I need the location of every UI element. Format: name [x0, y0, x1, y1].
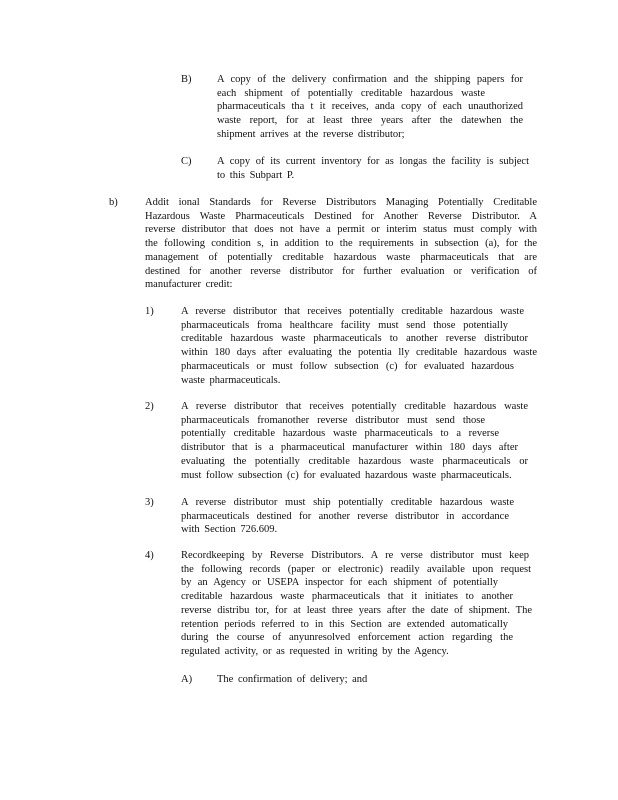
text-line: potentially creditable hazardous waste pharmaceuticals to a reverse	[181, 428, 499, 440]
item-text	[181, 400, 528, 482]
text-line: pharmaceuticals fromanother reverse distributor must send those	[181, 414, 485, 426]
text-line: retention periods referred to in this Section are extended automatically	[181, 618, 508, 630]
item-text	[145, 196, 537, 292]
item-marker: 1)	[145, 306, 154, 317]
item-marker: A)	[181, 674, 193, 685]
text-line: the following condition s, in addition to the requirements in subsection (a), for the	[145, 238, 537, 250]
text-line: Addit ional Standards for Reverse Distributors Managing Potentially Creditable	[145, 197, 537, 208]
item-text	[181, 496, 514, 537]
text-line: within 180 days after evaluating the potentia lly creditable hazardous waste	[181, 347, 537, 359]
text-line: evaluating the potentially creditable hazardous waste pharmaceuticals or	[181, 455, 528, 467]
text-line: reverse distribu tor, for at least three years after the date of shipment. The	[181, 604, 532, 616]
text-line: during the course of anyunresolved enforcement action regarding the	[181, 632, 513, 644]
text-line: A reverse distributor that receives potentially creditable hazardous waste	[181, 306, 524, 317]
text-line: A copy of the delivery confirmation and the shipping papers for	[217, 74, 523, 85]
text-line: pharmaceuticals or must follow subsection (c) for evaluated hazardous	[181, 360, 514, 372]
text-line: the following records (paper or electronic) readily available upon request	[181, 563, 531, 575]
item-text	[181, 305, 537, 387]
item-text	[181, 549, 532, 659]
text-line: waste report, for at least three years after the datewhen the	[217, 115, 523, 127]
text-line: to this Subpart P.	[217, 169, 295, 181]
item-text	[217, 155, 529, 182]
item-marker: 2)	[145, 401, 154, 412]
text-line: distributor that is a pharmaceutical manufacturer within 180 days after	[181, 442, 518, 454]
item-marker: B)	[181, 74, 192, 85]
text-line: The confirmation of delivery; and	[217, 674, 368, 685]
text-line: destined for another reverse distributor for further evaluation or verification of	[145, 265, 537, 277]
text-line: regulated activity, or as requested in writing by the Agency.	[181, 645, 449, 657]
text-line: with Section 726.609.	[181, 524, 278, 536]
text-line: pharmaceuticals froma healthcare facility must send those potentially	[181, 319, 508, 331]
text-line: each shipment of potentially creditable hazardous waste	[217, 87, 485, 99]
text-line: waste pharmaceuticals.	[181, 374, 281, 386]
text-line: creditable hazardous waste pharmaceuticals to another reverse distributor	[181, 333, 528, 345]
item-text	[217, 673, 417, 687]
item-marker: C)	[181, 156, 192, 167]
item-marker: b)	[109, 197, 118, 208]
text-line: Recordkeeping by Reverse Distributors. A re verse distributor must keep	[181, 550, 529, 561]
item-text	[217, 73, 523, 142]
text-line: A reverse distributor that receives potentially creditable hazardous waste	[181, 401, 528, 412]
text-line: creditable hazardous waste pharmaceuticals that it initiates to another	[181, 591, 513, 603]
text-line: by an Agency or USEPA inspector for each shipment of potentially	[181, 577, 498, 589]
text-line: A reverse distributor must ship potentially creditable hazardous waste	[181, 497, 514, 508]
text-line: A copy of its current inventory for as longas the facility is subject	[217, 156, 529, 167]
text-line: Hazardous Waste Pharmaceuticals Destined for Another Reverse Distributor. A	[145, 210, 537, 222]
text-line: reverse distributor that does not have a permit or interim status must comply with	[145, 224, 537, 236]
item-marker: 3)	[145, 497, 154, 508]
text-line: management of potentially creditable hazardous waste pharmaceuticals that are	[145, 251, 537, 263]
text-line: pharmaceuticals destined for another reverse distributor in accordance	[181, 510, 509, 522]
text-line: pharmaceuticals tha t it receives, anda copy of each unauthorized	[217, 101, 523, 113]
text-line: must follow subsection (c) for evaluated hazardous waste pharmaceuticals.	[181, 469, 512, 481]
item-marker: 4)	[145, 550, 154, 561]
text-line: shipment arrives at the reverse distributor;	[217, 128, 405, 140]
text-line: manufacturer credit:	[145, 279, 233, 291]
